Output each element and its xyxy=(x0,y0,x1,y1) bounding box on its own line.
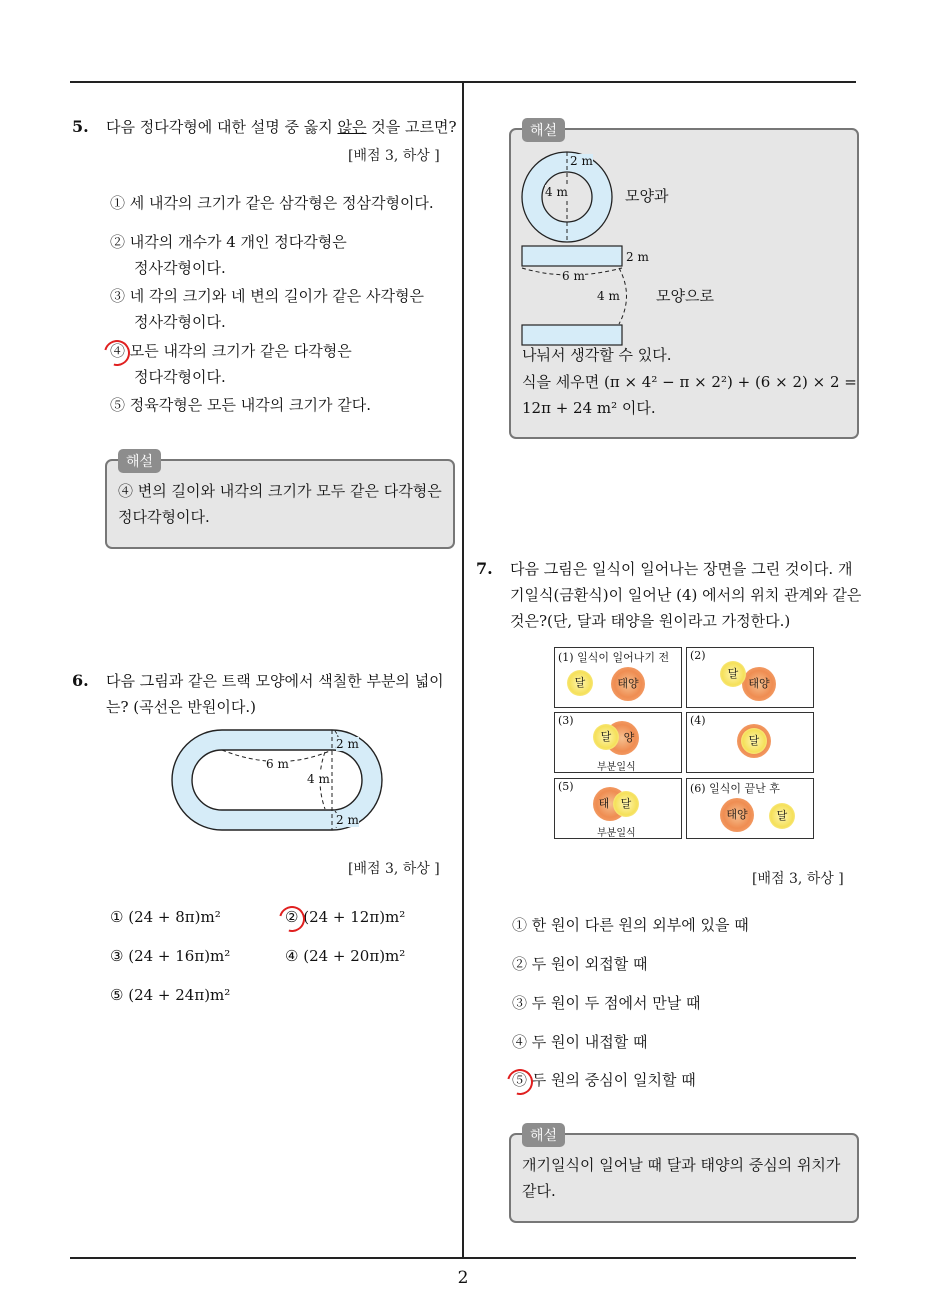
panel-5-caption: 부분일식 xyxy=(597,828,636,839)
sol-fig-label-2m: 2 m xyxy=(570,154,593,168)
column-divider xyxy=(462,82,464,1258)
panel-3-caption: 부분일식 xyxy=(597,762,636,773)
q6-number: 6. xyxy=(72,671,89,690)
panel-1-moon: 달 xyxy=(567,670,593,696)
q5-text-a: 다음 정다각형에 대한 설명 중 옳지 xyxy=(106,118,338,136)
sol-rect-label-4m: 4 m xyxy=(597,289,620,303)
q6-option-4[interactable]: ④ (24 + 20π)m² xyxy=(285,947,406,965)
q7-option-3[interactable]: ③ 두 원이 두 점에서 만날 때 xyxy=(512,994,701,1012)
track-label-2m-bottom: 2 m xyxy=(336,813,359,827)
panel-5-moon: 달 xyxy=(613,791,639,817)
q7-number: 7. xyxy=(476,559,493,578)
q7-solution-line1: 개기일식이 일어날 때 달과 태양의 중심의 위치가 xyxy=(522,1156,841,1174)
q6-option-1[interactable]: ① (24 + 8π)m² xyxy=(110,908,221,926)
panel-2-moon: 달 xyxy=(720,661,746,687)
q5-solution-tag: 해설 xyxy=(118,449,161,473)
panel-3-sun: 양 xyxy=(605,721,639,755)
panel-3-moon: 달 xyxy=(593,724,619,750)
q6-solution-line2: 식을 세우면 (π × 4² − π × 2²) + (6 × 2) × 2 = xyxy=(522,373,857,391)
q5-option-1[interactable]: ① 세 내각의 크기가 같은 삼각형은 정삼각형이다. xyxy=(110,194,434,212)
q7-solution-tag: 해설 xyxy=(522,1123,565,1147)
panel-6-sun: 태양 xyxy=(720,798,754,832)
page-number: 2 xyxy=(457,1268,469,1288)
eclipse-panel-3 xyxy=(554,712,682,773)
bottom-rule xyxy=(70,1257,856,1259)
q6-meta: [배점 3, 하상 ] xyxy=(348,861,440,877)
sol-label-into: 모양으로 xyxy=(656,287,714,305)
q5-question xyxy=(106,114,457,140)
q7-option-1[interactable]: ① 한 원이 다른 원의 외부에 있을 때 xyxy=(512,916,749,934)
q6-option-3[interactable]: ③ (24 + 16π)m² xyxy=(110,947,231,965)
q7-option-2[interactable]: ② 두 원이 외접할 때 xyxy=(512,955,648,973)
eclipse-panel-1 xyxy=(554,647,682,708)
panel-5-label: (5) xyxy=(558,780,574,793)
q6-option-2[interactable]: ② (24 + 12π)m² xyxy=(285,908,406,926)
panel-4-moon: 달 xyxy=(741,728,767,754)
q7-question-line2: 기일식(금환식)이 일어난 (4) 에서의 위치 관계와 같은 xyxy=(510,586,862,604)
sol-fig-label-4m: 4 m xyxy=(545,185,568,199)
panel-6-label: (6) 일식이 끝난 후 xyxy=(690,782,780,795)
eclipse-panel-2 xyxy=(686,647,814,708)
track-label-4m: 4 m xyxy=(307,772,330,786)
panel-1-sun: 태양 xyxy=(611,667,645,701)
q7-question-line1: 다음 그림은 일식이 일어나는 장면을 그린 것이다. 개 xyxy=(510,560,853,578)
q5-option-2[interactable]: ② 내각의 개수가 4 개인 정다각형은 xyxy=(110,233,347,251)
panel-2-label: (2) xyxy=(690,649,706,662)
q5-text-underline: 않은 xyxy=(337,118,367,136)
q5-text-b: 것을 고르면? xyxy=(366,118,457,136)
eclipse-panel-4 xyxy=(686,712,814,773)
q7-option-4[interactable]: ④ 두 원이 내접할 때 xyxy=(512,1033,648,1051)
q7-option-5[interactable]: ⑤ 두 원의 중심이 일치할 때 xyxy=(512,1071,696,1089)
q5-meta: [배점 3, 하상 ] xyxy=(348,148,440,164)
q6-solution-line3: 12π + 24 m² 이다. xyxy=(522,399,656,417)
track-label-6m: 6 m xyxy=(266,757,289,771)
q5-option-3[interactable]: ③ 네 각의 크기와 네 변의 길이가 같은 사각형은 xyxy=(110,287,424,305)
track-label-2m-top: 2 m xyxy=(336,737,359,751)
q5-option-2-line2: 정사각형이다. xyxy=(134,259,226,277)
q6-question-line2: 는? (곡선은 반원이다.) xyxy=(106,698,256,716)
panel-5-sun: 태 xyxy=(593,787,627,821)
q7-question-line3: 것은?(단, 달과 태양을 원이라고 가정한다.) xyxy=(510,612,791,630)
q7-meta: [배점 3, 하상 ] xyxy=(752,871,844,887)
q5-option-5[interactable]: ⑤ 정육각형은 모든 내각의 크기가 같다. xyxy=(110,396,371,414)
panel-6-moon: 달 xyxy=(769,803,795,829)
q6-solution-line1: 나눠서 생각할 수 있다. xyxy=(522,346,672,364)
q6-solution-tag: 해설 xyxy=(522,118,565,142)
sol-rect-label-2m: 2 m xyxy=(626,250,649,264)
q5-option-3-line2: 정사각형이다. xyxy=(134,313,226,331)
panel-3-label: (3) xyxy=(558,714,574,727)
panel-2-sun: 태양 xyxy=(742,667,776,701)
q6-option-5[interactable]: ⑤ (24 + 24π)m² xyxy=(110,986,231,1004)
q7-solution-line2: 같다. xyxy=(522,1182,556,1200)
solution-figure xyxy=(519,150,629,350)
sol-label-and: 모양과 xyxy=(625,187,669,205)
q6-question-line1: 다음 그림과 같은 트랙 모양에서 색칠한 부분의 넓이 xyxy=(106,672,444,690)
panel-4-label: (4) xyxy=(690,714,706,727)
eclipse-panel-5 xyxy=(554,778,682,839)
q5-option-4-line2: 정다각형이다. xyxy=(134,368,226,386)
eclipse-panel-6 xyxy=(686,778,814,839)
q5-option-4[interactable]: ④ 모든 내각의 크기가 같은 다각형은 xyxy=(110,342,352,360)
panel-1-label: (1) 일식이 일어나기 전 xyxy=(558,651,670,664)
sol-rect-label-6m: 6 m xyxy=(562,269,585,283)
q5-solution-line1: ④ 변의 길이와 내각의 크기가 모두 같은 다각형은 xyxy=(118,482,442,500)
q5-solution-line2: 정다각형이다. xyxy=(118,508,210,526)
q5-number: 5. xyxy=(72,117,89,136)
